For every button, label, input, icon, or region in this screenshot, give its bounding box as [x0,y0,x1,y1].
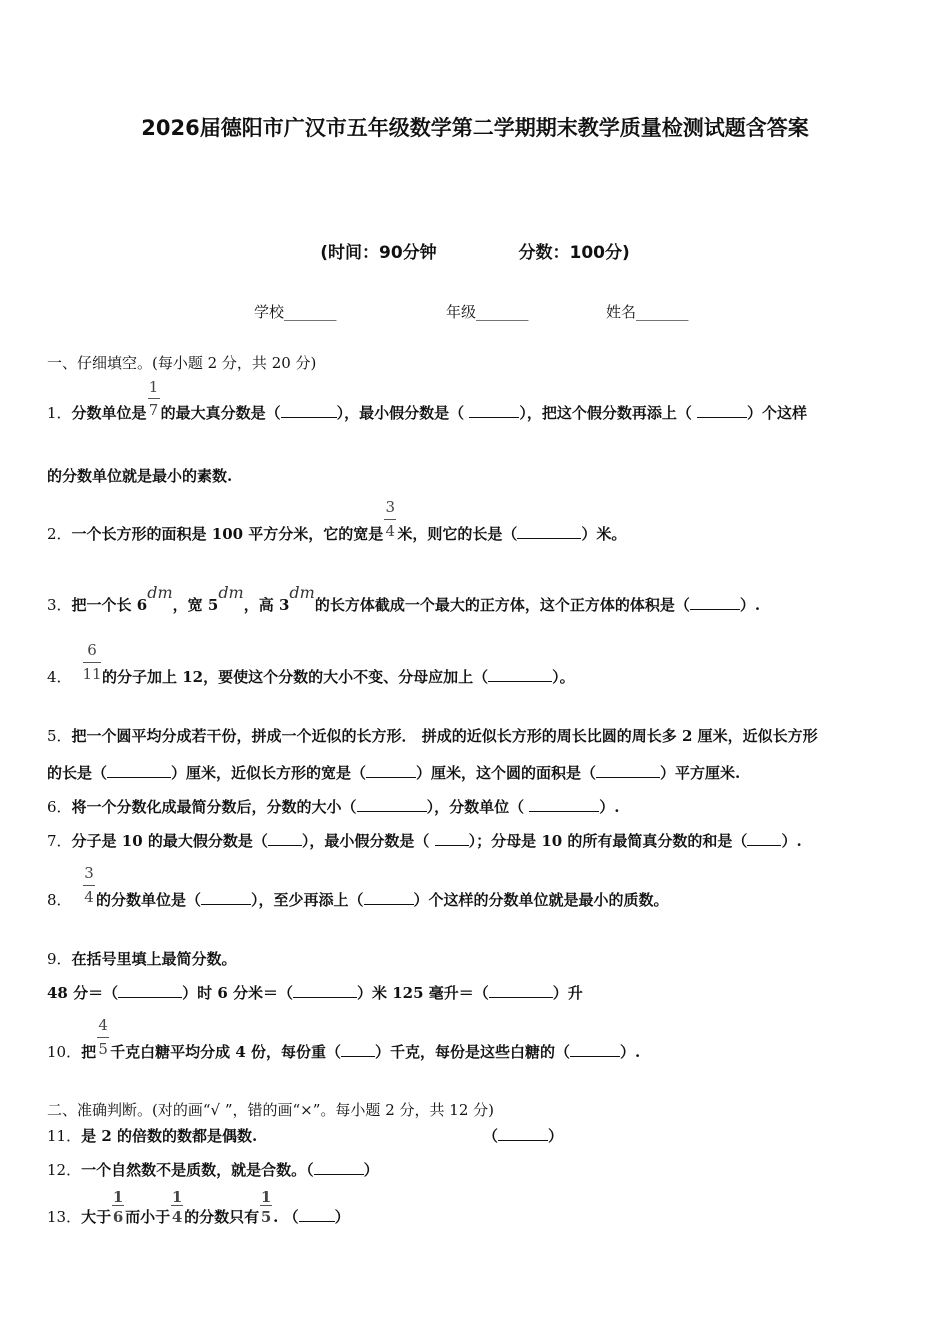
question-9-continued: 48 分＝（ ）时 6 分米＝（ ）米 125 毫升＝（ ）升 [47,984,583,1002]
question-11-answer: （ ） [483,1127,564,1145]
question-number: 9． [47,950,72,968]
answer-blank[interactable] [366,763,416,778]
answer-blank[interactable] [690,595,740,610]
question-number: 4． [47,668,72,686]
question-number: 12． [47,1161,82,1179]
question-number: 11． [47,1127,82,1145]
answer-blank[interactable] [697,403,747,418]
question-10: 10．把 $\frac{4}{5}$ 千克白糖平均分成 4 份，每份重（ ）千克，每份是这些白糖的（ ）. [47,1016,641,1061]
answer-blank[interactable] [570,1042,620,1057]
unit-dm: dm [218,583,244,602]
answer-blank[interactable] [747,831,781,846]
answer-blank[interactable] [118,983,182,998]
question-number: 5． [47,727,72,745]
question-3: 3．把一个长 6dm，宽 5dm，高 3dm的长方体截成一个最大的正方体，这个正方体的体积是（ ）. [47,583,761,614]
question-12: 12．一个自然数不是质数，就是合数。（ ） [47,1161,379,1179]
answer-blank[interactable] [596,763,660,778]
page-title: 2026届德阳市广汉市五年级数学第二学期期末教学质量检测试题含答案 [141,116,809,140]
exam-meta [0,238,950,263]
answer-blank[interactable] [489,983,553,998]
question-11: 11．是 2 的倍数的数都是偶数. [47,1127,258,1145]
answer-blank[interactable] [469,403,519,418]
unit-dm: dm [147,583,173,602]
answer-blank[interactable] [364,890,414,905]
fraction-1-4: $\frac{1}{4}$ [171,1188,183,1226]
answer-blank[interactable] [529,797,599,812]
question-number: 2． [47,525,72,543]
fraction-6-11: $\frac{6}{11}$ [82,641,102,683]
question-9: 9．在括号里填上最简分数。 [47,950,237,968]
school-field[interactable]: 学校_______ [254,303,337,321]
question-1-continued: 的分数单位就是最小的素数. [47,467,233,485]
answer-blank[interactable] [341,1042,375,1057]
question-number: 7． [47,832,72,850]
grade-field[interactable]: 年级_______ [446,303,529,321]
answer-blank[interactable] [201,890,251,905]
answer-blank[interactable] [517,524,581,539]
answer-blank[interactable] [435,831,469,846]
unit-dm: dm [289,583,315,602]
question-8: 8． $\frac{3}{4}$ 的分数单位是（ ），至少再添上（ ）个这样的分数单位就是最小的质数。 [47,864,669,909]
question-4: 4． $\frac{6}{11}$ 的分子加上 12，要使这个分数的大小不变、分母应加上（ ）。 [47,641,575,686]
question-6: 6．将一个分数化成最简分数后，分数的大小（ ），分数单位（ ）. [47,798,620,816]
question-1: 1．分数单位是 $\frac{1}{7}$ 的最大真分数是（ ），最小假分数是（ ），把这个假分数再添上（ ）个这样 [47,378,808,422]
question-number: 13． [47,1208,82,1226]
question-7: 7．分子是 10 的最大假分数是（ ），最小假分数是（ ）；分母是 10 的所有最简真分数的和是（ ）. [47,832,802,850]
fraction-1-7: $\frac{1}{7}$ [148,378,159,419]
exam-time: (时间：90分钟 [320,243,437,263]
question-number: 6． [47,798,72,816]
answer-blank[interactable] [299,1207,335,1222]
name-field[interactable]: 姓名_______ [606,303,689,321]
fraction-3-4: $\frac{3}{4}$ [84,864,94,906]
fraction-1-6: $\frac{1}{6}$ [112,1188,124,1226]
answer-blank[interactable] [498,1126,548,1141]
question-13: 13．大于 $\frac{1}{6}$ 而小于 $\frac{1}{4}$ 的分数只有 $\frac{1}{5}$ . （ ） [47,1188,350,1226]
fraction-1-5: $\frac{1}{5}$ [260,1188,272,1226]
section-2-heading: 二、准确判断。(对的画“√ ”，错的画“×”。每小题 2 分，共 12 分) [47,1101,494,1119]
answer-blank[interactable] [293,983,357,998]
answer-blank[interactable] [488,667,552,682]
answer-blank[interactable] [107,763,171,778]
question-number: 8． [47,891,72,909]
section-1-heading: 一、仔细填空。(每小题 2 分，共 20 分) [47,354,317,372]
exam-score: 分数：100分) [518,243,630,263]
question-2: 2．一个长方形的面积是 100 平方分米，它的宽是 $\frac{3}{4}$ 米，则它的长是（ ）米。 [47,498,627,543]
question-5: 5．把一个圆平均分成若干份，拼成一个近似的长方形． 拼成的近似长方形的周长比圆的周长多 2 厘米，近似长方形 [47,727,818,745]
question-number: 3． [47,596,72,614]
answer-blank[interactable] [281,403,337,418]
question-number: 10． [47,1043,82,1061]
answer-blank[interactable] [268,831,302,846]
question-number: 1． [47,404,72,422]
answer-blank[interactable] [357,797,427,812]
answer-blank[interactable] [314,1160,364,1175]
fraction-4-5: $\frac{4}{5}$ [98,1016,108,1058]
fraction-3-4: $\frac{3}{4}$ [385,498,396,540]
question-5-continued: 的长是（ ）厘米，近似长方形的宽是（ ）厘米，这个圆的面积是（ ）平方厘米. [47,764,741,782]
